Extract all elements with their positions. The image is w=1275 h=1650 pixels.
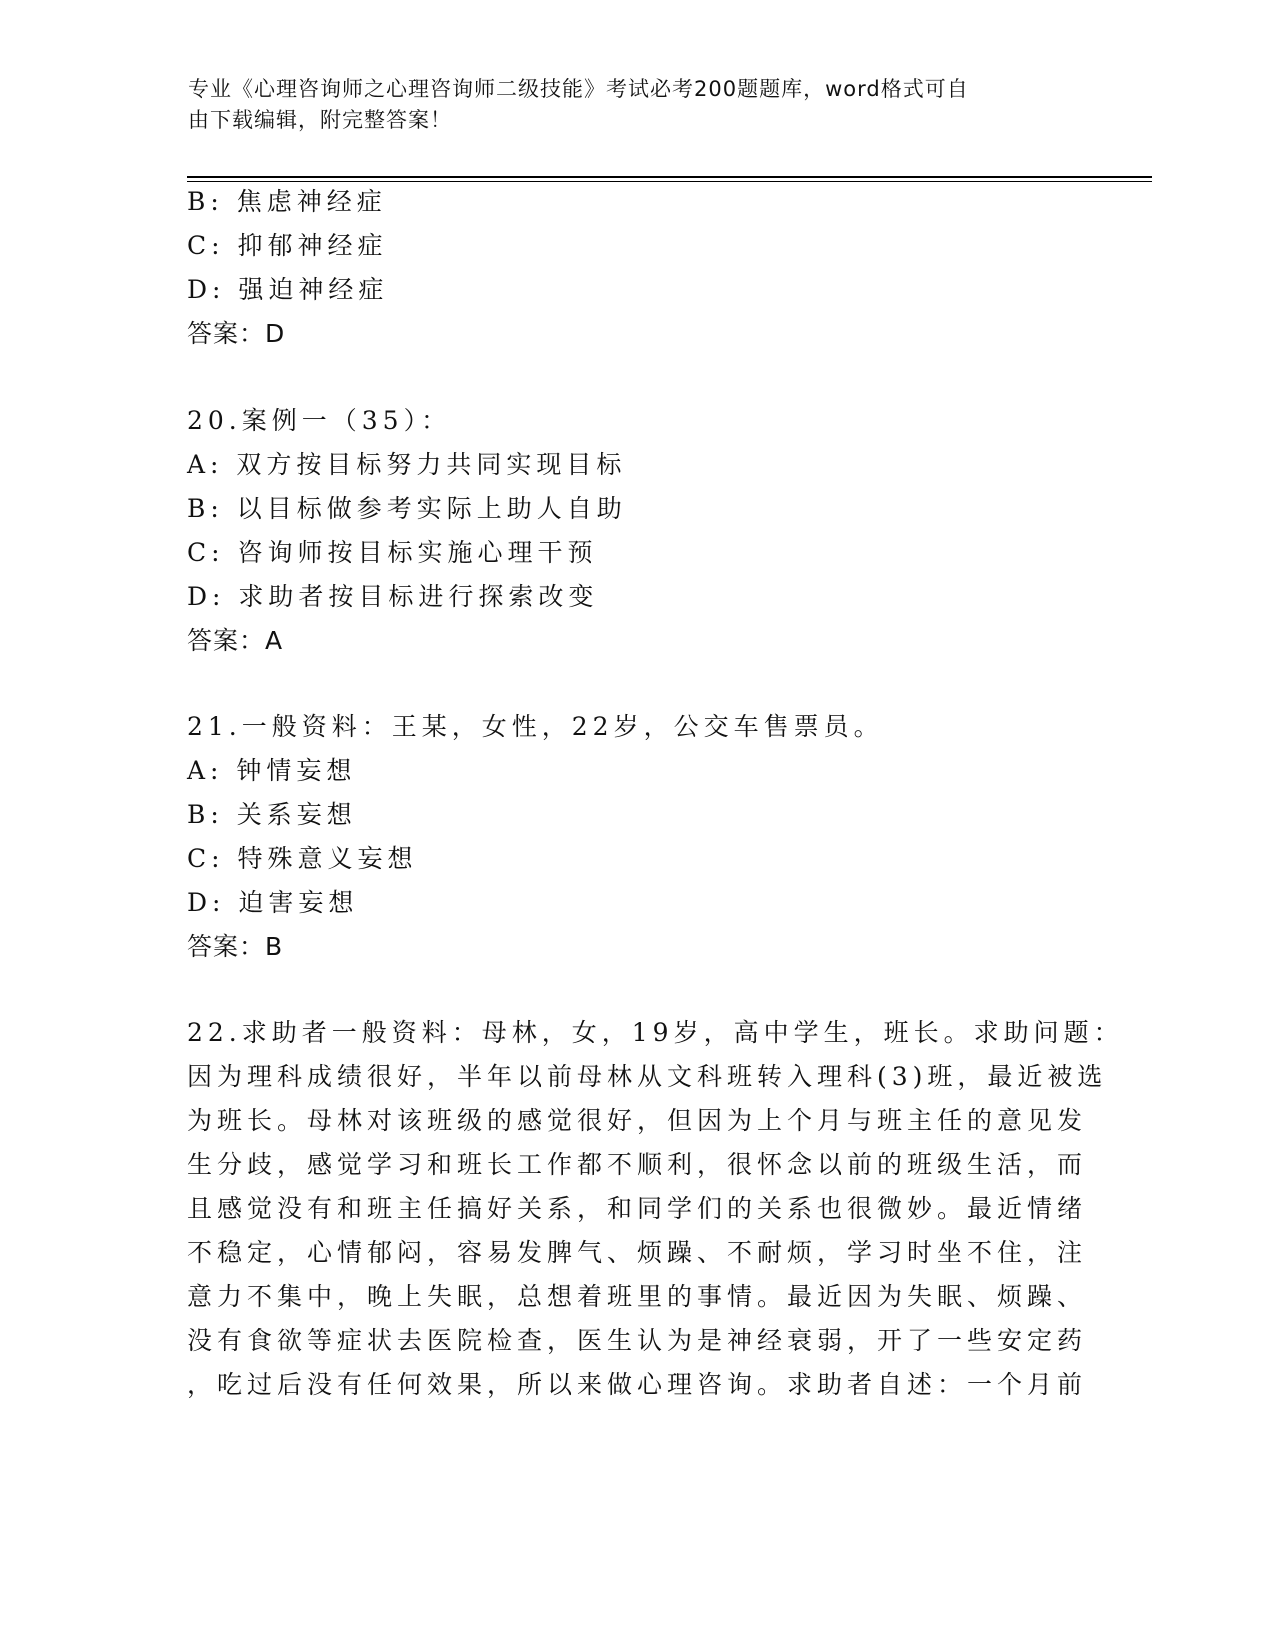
answer: 答案：A [187,626,284,655]
option-c: C: 特殊意义妄想 [187,844,418,873]
option-a: A: 双方按目标努力共同实现目标 [187,450,627,479]
option-c: C: 咨询师按目标实施心理干预 [187,538,598,567]
document-header [188,74,1058,136]
question-text-line: 生分歧，感觉学习和班长工作都不顺利，很怀念以前的班级生活，而 [187,1150,1088,1179]
option-d: D: 求助者按目标进行探索改变 [187,582,599,611]
answer: 答案：D [187,319,286,348]
question-text-line: 没有食欲等症状去医院检查，医生认为是神经衰弱，开了一些安定药 [187,1326,1088,1355]
header-divider-thin [187,181,1152,182]
answer: 答案：B [187,932,284,961]
question-text-line: 不稳定，心情郁闷，容易发脾气、烦躁、不耐烦，学习时坐不住，注 [187,1238,1088,1267]
question-stem: 21.一般资料：王某，女性，22岁，公交车售票员。 [187,712,884,741]
question-stem: 20.案例一（35）： [187,406,452,435]
header-line-1: 专业《心理咨询师之心理咨询师二级技能》考试必考200题题库，word格式可自 [188,77,969,101]
option-a: A: 钟情妄想 [187,756,357,785]
question-text-line: 且感觉没有和班主任搞好关系，和同学们的关系也很微妙。最近情绪 [187,1194,1088,1223]
option-d: D: 强迫神经症 [187,275,389,304]
option-b: B: 关系妄想 [187,800,357,829]
question-text-line: ，吃过后没有任何效果，所以来做心理咨询。求助者自述：一个月前 [187,1370,1088,1399]
header-line-2: 由下载编辑，附完整答案！ [188,108,452,132]
question-text-line: 因为理科成绩很好，半年以前母林从文科班转入理科(3)班，最近被选 [187,1062,1108,1091]
header-divider-thick [187,176,1152,178]
option-b: B: 焦虑神经症 [187,187,387,216]
question-text-line: 22.求助者一般资料：母林，女，19岁，高中学生，班长。求助问题： [187,1018,1124,1047]
option-b: B: 以目标做参考实际上助人自助 [187,494,627,523]
option-c: C: 抑郁神经症 [187,231,388,260]
question-text-line: 为班长。母林对该班级的感觉很好，但因为上个月与班主任的意见发 [187,1106,1088,1135]
option-d: D: 迫害妄想 [187,888,359,917]
question-text-line: 意力不集中，晚上失眠，总想着班里的事情。最近因为失眠、烦躁、 [187,1282,1088,1311]
